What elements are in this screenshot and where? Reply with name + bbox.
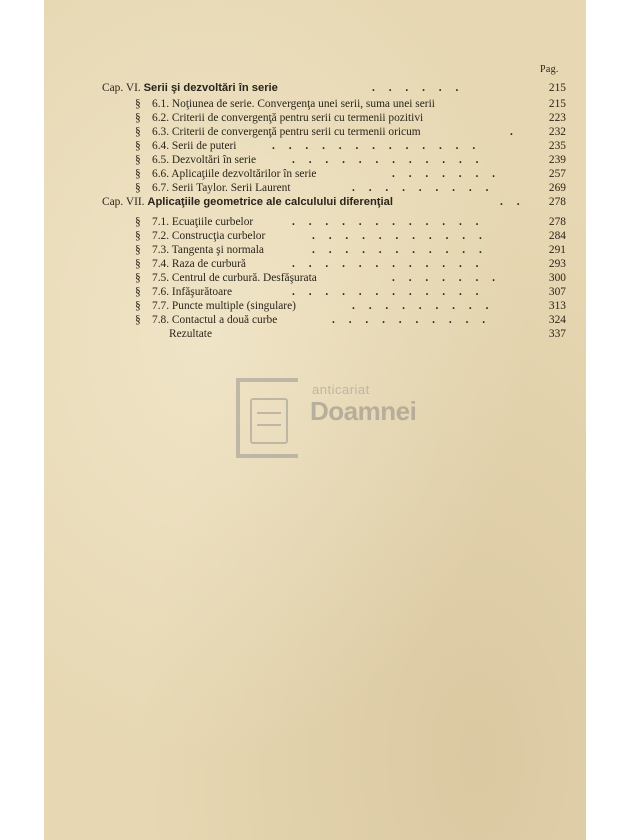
toc-plain-row xyxy=(0,327,630,341)
section-symbol: § xyxy=(135,230,141,242)
section-symbol: § xyxy=(135,286,141,298)
chapter-title: Serii şi dezvoltări în serie xyxy=(143,82,278,94)
section-symbol: § xyxy=(135,182,141,194)
section-symbol: § xyxy=(135,98,141,110)
section-symbol: § xyxy=(135,216,141,228)
toc-section-row xyxy=(0,111,630,125)
chapter-title: Aplicaţiile geometrice ale calculului diferenţial xyxy=(147,196,393,208)
page-number: 215 xyxy=(548,98,566,110)
chapter-prefix: Cap. VII. xyxy=(102,196,145,208)
section-symbol: § xyxy=(135,168,141,180)
page-column-header: Pag. xyxy=(540,64,559,75)
watermark-main-text: Doamnei xyxy=(310,396,417,426)
section-label: 7.7. Puncte multiple (singulare) xyxy=(152,300,296,312)
toc-section-row xyxy=(0,215,630,229)
section-symbol: § xyxy=(135,300,141,312)
page-number: 284 xyxy=(548,230,566,242)
page-number: 239 xyxy=(548,154,566,166)
section-label: 6.6. Aplicaţiile dezvoltărilor în serie xyxy=(152,168,317,180)
leader-dots: . . xyxy=(500,196,526,208)
page-number: 235 xyxy=(548,140,566,152)
watermark-top-text: anticariat xyxy=(312,382,370,397)
leader-dots: . . . . . . xyxy=(372,82,464,94)
page-number: 278 xyxy=(548,196,566,208)
page-number: 300 xyxy=(548,272,566,284)
page-number: 337 xyxy=(548,328,566,340)
section-symbol: § xyxy=(135,314,141,326)
leader-dots: . . . . . . . . . xyxy=(352,182,494,194)
leader-dots: . . . . . . . . . . . . xyxy=(292,258,484,270)
toc-section-row xyxy=(0,97,630,111)
page-number: 257 xyxy=(548,168,566,180)
page-number: 278 xyxy=(548,216,566,228)
section-symbol: § xyxy=(135,272,141,284)
toc-section-row xyxy=(0,125,630,139)
leader-dots: . . . . . . . . . . . . . xyxy=(272,140,481,152)
toc-section-row xyxy=(0,271,630,285)
page-number: 232 xyxy=(548,126,566,138)
section-label: 7.4. Raza de curbură xyxy=(152,258,246,270)
toc-section-row xyxy=(0,285,630,299)
section-symbol: § xyxy=(135,244,141,256)
section-label: 6.3. Criterii de convergenţă pentru serii cu termenii oricum xyxy=(152,126,421,138)
section-label: 7.1. Ecuaţiile curbelor xyxy=(152,216,254,228)
leader-dots: . . . . . . . . . xyxy=(352,300,494,312)
section-label: 7.5. Centrul de curbură. Desfăşurata xyxy=(152,272,317,284)
toc-chapter-row xyxy=(0,195,630,209)
toc-chapter-row xyxy=(0,81,630,95)
section-label: 7.2. Construcţia curbelor xyxy=(152,230,266,242)
toc-section-row xyxy=(0,257,630,271)
leader-dots: . . . . . . . . . . . xyxy=(312,244,488,256)
section-label: 6.5. Dezvoltări în serie xyxy=(152,154,257,166)
page-number: 291 xyxy=(548,244,566,256)
section-label: 6.1. Noţiunea de serie. Convergenţa unei serii, suma unei serii xyxy=(152,98,435,110)
leader-dots: . . . . . . . . . . . . xyxy=(292,154,484,166)
leader-dots: . . . . . . . . . . . . xyxy=(292,286,484,298)
book-icon xyxy=(250,398,288,444)
section-label: 6.2. Criterii de convergenţă pentru serii cu termenii pozitivi xyxy=(152,112,424,124)
section-label: 7.8. Contactul a două curbe xyxy=(152,314,278,326)
section-symbol: § xyxy=(135,112,141,124)
page-number: 269 xyxy=(548,182,566,194)
section-symbol: § xyxy=(135,154,141,166)
toc-section-row xyxy=(0,181,630,195)
leader-dots: . xyxy=(510,126,519,138)
leader-dots: . . . . . . . . . . . xyxy=(312,230,488,242)
section-label: 6.7. Serii Taylor. Serii Laurent xyxy=(152,182,291,194)
watermark-logo xyxy=(236,378,417,460)
page-number: 223 xyxy=(548,112,566,124)
chapter-prefix: Cap. VI. xyxy=(102,82,141,94)
page-number: 324 xyxy=(548,314,566,326)
toc-section-row xyxy=(0,139,630,153)
toc-section-row xyxy=(0,299,630,313)
section-label: 7.6. Infăşurătoare xyxy=(152,286,233,298)
section-symbol: § xyxy=(135,126,141,138)
leader-dots: . . . . . . . . . . . . xyxy=(292,216,484,228)
page-number: 215 xyxy=(548,82,566,94)
toc-section-row xyxy=(0,167,630,181)
leader-dots: . . . . . . . xyxy=(392,272,501,284)
leader-dots: . . . . . . . . . . xyxy=(332,314,491,326)
section-label: Rezultate xyxy=(169,328,213,340)
section-symbol: § xyxy=(135,258,141,270)
page-number: 313 xyxy=(548,300,566,312)
page-number: 307 xyxy=(548,286,566,298)
toc-section-row xyxy=(0,229,630,243)
toc-section-row xyxy=(0,313,630,327)
leader-dots: . . . . . . . xyxy=(392,168,501,180)
toc-section-row xyxy=(0,153,630,167)
section-label: 6.4. Serii de puteri xyxy=(152,140,237,152)
section-label: 7.3. Tangenta şi normala xyxy=(152,244,264,256)
section-symbol: § xyxy=(135,140,141,152)
page-number: 293 xyxy=(548,258,566,270)
toc-section-row xyxy=(0,243,630,257)
